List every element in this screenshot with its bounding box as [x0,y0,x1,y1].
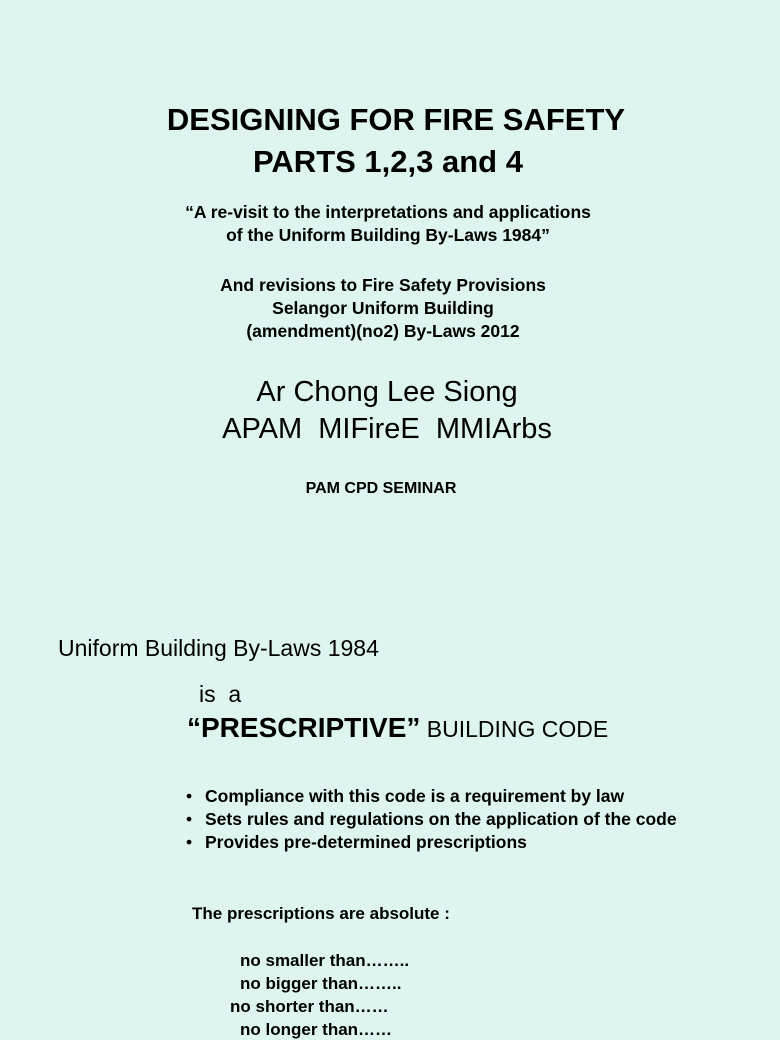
author-block [0,374,774,448]
is-a-text: is a [199,681,242,707]
content-slide [0,600,768,1039]
prescriptive-statement [187,712,608,744]
limit-item: no shorter than…… [230,997,389,1016]
title-line-2: PARTS 1,2,3 and 4 [253,144,523,179]
revisions-line-2: Selangor Uniform Building [272,298,494,318]
limit-item: no smaller than…….. [240,951,410,970]
revisions-line-3: (amendment)(no2) By-Laws 2012 [246,321,520,341]
building-code-text: BUILDING CODE [420,716,609,742]
subtitle-quote [4,201,772,247]
limit-item: no bigger than…….. [240,974,402,993]
slide-heading: Uniform Building By-Laws 1984 [58,635,379,661]
list-item: • Provides pre-determined prescriptions [186,831,677,854]
seminar-label: PAM CPD SEMINAR [305,480,457,497]
revisions-line-1: And revisions to Fire Safety Provisions [220,275,546,295]
title-line-1: DESIGNING FOR FIRE SAFETY [166,102,626,137]
quote-line-1: “A re-visit to the interpretations and applications [185,202,591,222]
revisions-note [0,274,766,343]
prescriptive-word: “PRESCRIPTIVE” [187,712,421,743]
bullet-list [186,785,677,854]
list-item: • Compliance with this code is a requirement by law [186,785,677,808]
author-credentials: APAM MIFireE MMIArbs [222,413,552,445]
limit-item: no longer than…… [240,1020,393,1039]
list-item: • Sets rules and regulations on the application of the code [186,808,677,831]
absolute-statement: The prescriptions are absolute : [192,904,450,923]
author-name: Ar Chong Lee Siong [256,376,518,408]
quote-line-2: of the Uniform Building By-Laws 1984” [226,225,550,245]
